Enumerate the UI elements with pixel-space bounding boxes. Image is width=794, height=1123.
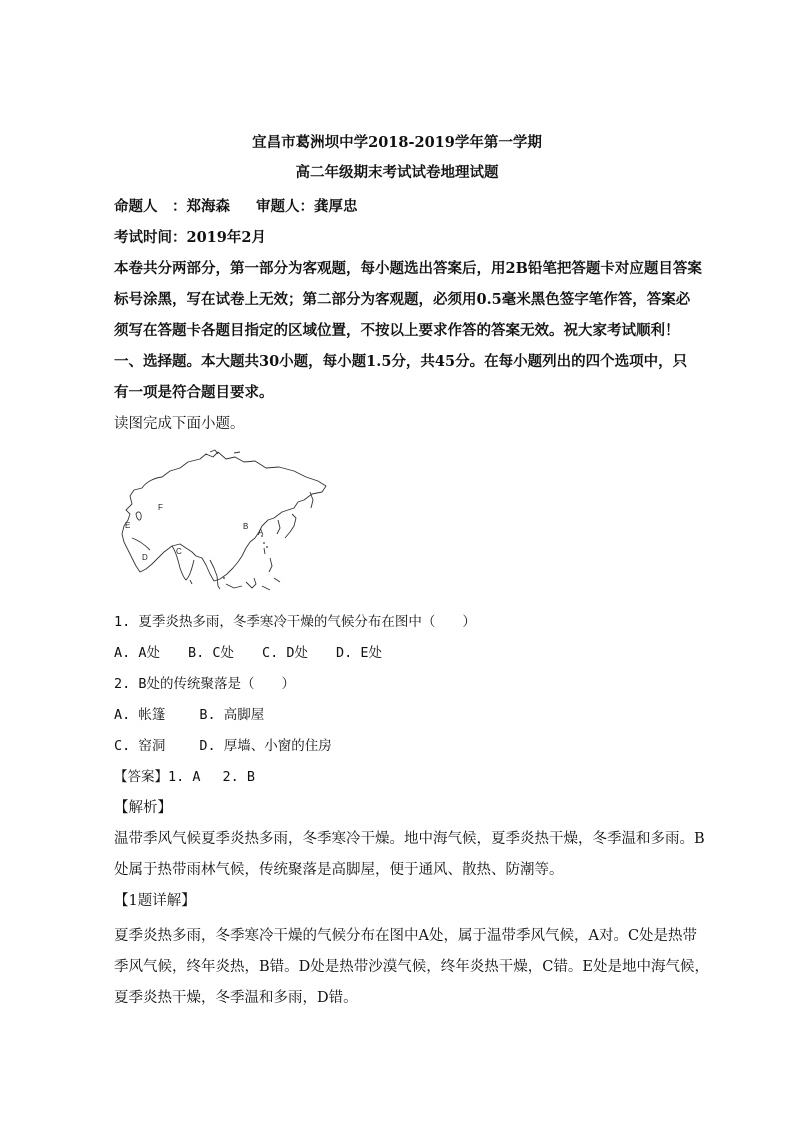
answer-label: 【答案】	[114, 769, 168, 785]
q2-option-c: C. 窑洞	[114, 738, 166, 754]
exam-time: 考试时间：2019年2月	[114, 229, 266, 246]
q2-option-a: A. 帐篷	[114, 707, 166, 723]
instruction-line-2: 标号涂黑，写在试卷上无效；第二部分为客观题，必须用0.5毫米黑色签字笔作答，答案必	[114, 291, 691, 308]
asia-outline	[122, 452, 326, 581]
q1-option-c: C. D处	[262, 645, 309, 661]
question-2-stem: 2. B处的传统聚落是（ ）	[114, 676, 296, 692]
section-heading-line-1: 一、选择题。本大题共30小题，每小题1.5分，共45分。在每小题列出的四个选项中，只	[114, 353, 688, 370]
question-1-options	[114, 643, 382, 663]
map-label-b: B	[243, 522, 249, 531]
detail-line-1: 夏季炎热多雨，冬季寒冷干燥的气候分布在图中A处，属于温带季风气候，A对。C处是热带	[114, 928, 698, 944]
title-line-2: 高二年级期末考试试卷地理试题	[295, 164, 499, 181]
instruction-line-3: 须写在答题卡各题目指定的区域位置，不按以上要求作答的答案无效。祝大家考试顺利！	[114, 322, 680, 339]
title-line-1: 宜昌市葛洲坝中学2018-2019学年第一学期	[252, 134, 542, 151]
answer-line	[114, 767, 255, 787]
q2-option-b: B. 高脚屋	[199, 707, 265, 723]
map-label-e: E	[125, 521, 131, 530]
q2-option-d: D. 厚墙、小窗的住房	[199, 738, 332, 754]
q1-option-d: D. E处	[336, 645, 383, 661]
prompt-text: 读图完成下面小题。	[114, 416, 245, 432]
question-2-options-row-2	[114, 736, 332, 756]
analysis-label: 【解析】	[114, 800, 172, 816]
detail-line-3: 夏季炎热干燥，冬季温和多雨，D错。	[114, 990, 358, 1006]
q1-option-b: B. C处	[188, 645, 235, 661]
map-label-a: A	[258, 528, 264, 537]
answer-2: 2. B	[222, 769, 256, 785]
detail-line-2: 季风气候，终年炎热，B错。D处是热带沙漠气候，终年炎热干燥，C错。E处是地中海气候，	[114, 959, 709, 975]
author-line	[114, 197, 358, 217]
detail-label: 【1题详解】	[114, 893, 196, 909]
author-label: 命题人 ：郑海森	[114, 198, 230, 215]
map-label-c: C	[176, 547, 182, 556]
section-heading-line-2: 有一项是符合题目要求。	[114, 384, 274, 401]
map-label-d: D	[142, 553, 148, 562]
reviewer-label: 审题人：龚厚忠	[256, 198, 358, 215]
asia-map	[114, 448, 330, 594]
q1-option-a: A. A处	[114, 645, 161, 661]
analysis-line-2: 处属于热带雨林气候，传统聚落是高脚屋，便于通风、散热、防潮等。	[114, 862, 564, 878]
answer-1: 1. A	[168, 769, 201, 785]
instruction-line-1: 本卷共分两部分，第一部分为客观题，每小题选出答案后，用2B铅笔把答题卡对应题目答案	[114, 260, 702, 277]
question-2-options-row-1	[114, 705, 264, 725]
map-label-f: F	[158, 503, 163, 512]
question-1-stem: 1. 夏季炎热多雨，冬季寒冷干燥的气候分布在图中（ ）	[114, 614, 476, 630]
analysis-line-1: 温带季风气候夏季炎热多雨，冬季寒冷干燥。地中海气候，夏季炎热干燥，冬季温和多雨。B	[114, 831, 705, 847]
